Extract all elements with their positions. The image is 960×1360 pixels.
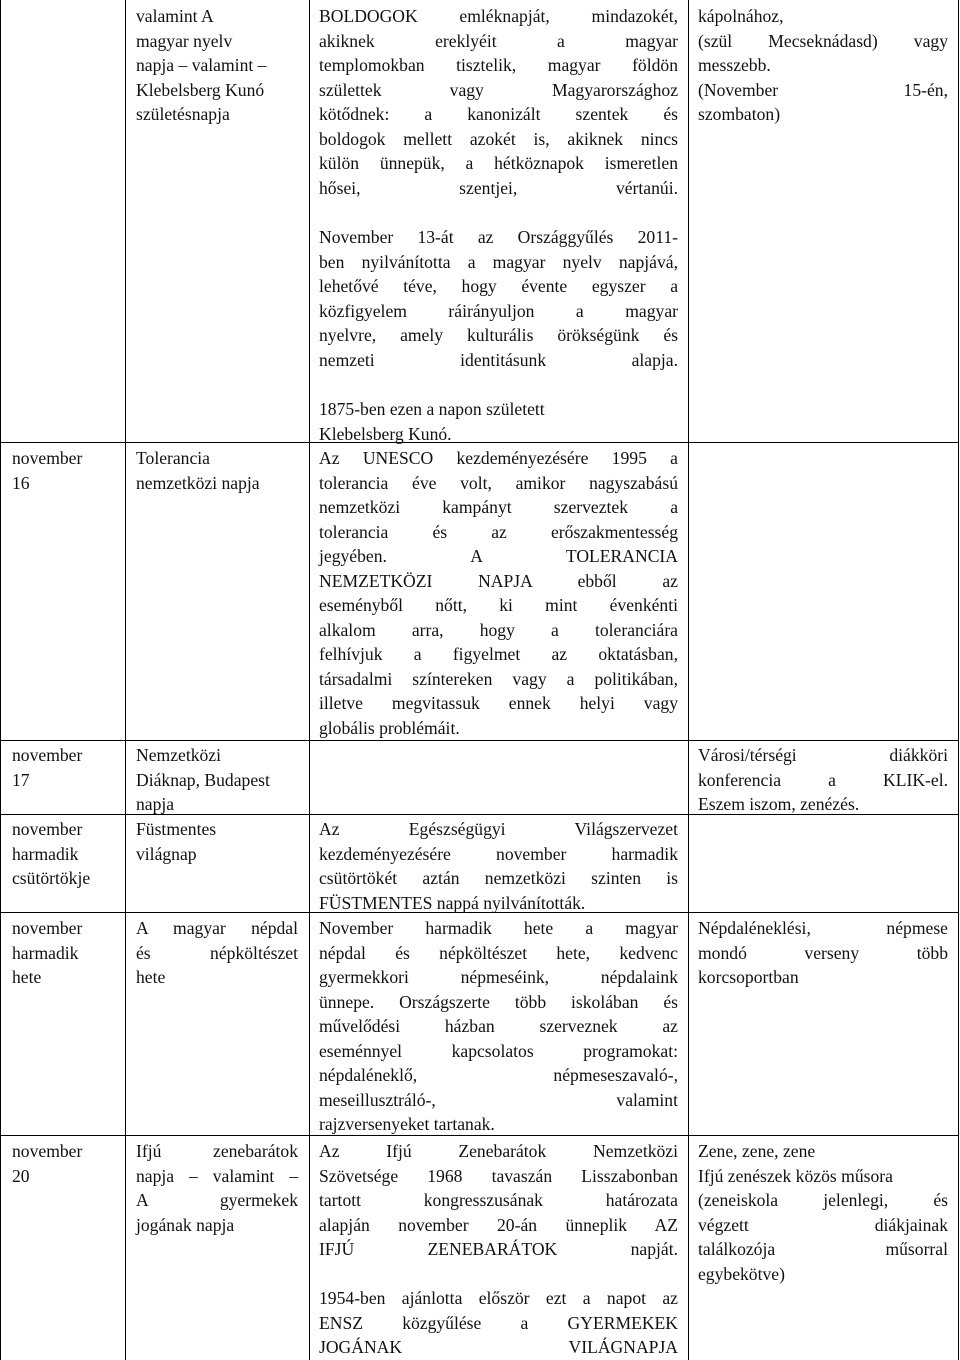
event-line: Klebelsberg Kunó <box>136 79 265 100</box>
description-line: Klebelsberg Kunó. <box>319 423 452 444</box>
table-border-left <box>0 0 1 1360</box>
event-line: valamint A <box>136 6 214 26</box>
event-line: magyar nyelv <box>136 30 233 51</box>
description-line: Az UNESCO kezdeményezésére 1995 a <box>319 448 678 468</box>
date-line: hete <box>12 967 42 987</box>
program-line: szombaton) <box>698 104 781 124</box>
description-line: Szövetsége 1968 tavaszán Lisszabonban <box>319 1165 678 1186</box>
description-line: Az Ifjú Zenebarátok Nemzetközi <box>319 1141 678 1161</box>
program-cell-diakkonferencia <box>698 743 948 817</box>
description-line: lehetővé téve, hogy évente egyszer a <box>319 276 678 296</box>
program-line: konferencia a KLIK-el. <box>698 769 948 790</box>
event-cell-ifju-zenebaratok <box>136 1139 298 1237</box>
date-cell-harmadik-csutortok <box>12 817 124 891</box>
program-line: kápolnához, <box>698 6 784 26</box>
description-line: népdal és népköltészet hete, kedvenc <box>319 942 678 963</box>
event-line: jogának napja <box>136 1214 235 1235</box>
event-line: Diáknap, Budapest <box>136 769 270 790</box>
program-line: Népdaléneklési, népmese <box>698 918 948 938</box>
description-line: November 13-át az Országgyűlés 2011- <box>319 227 678 247</box>
description-magyar-nyelv-napja <box>319 225 678 372</box>
event-line: A gyermekek <box>136 1190 298 1210</box>
date-line: 20 <box>12 1165 30 1186</box>
date-line: november <box>12 918 83 938</box>
description-line: tartott kongresszusának határozata <box>319 1190 678 1210</box>
description-line: NEMZETKÖZI NAPJA ebből az <box>319 570 678 591</box>
date-line: november <box>12 819 83 839</box>
event-cell-nyelv-napja <box>136 4 298 127</box>
event-line: napja – valamint – <box>136 1165 298 1186</box>
event-line: és népköltészet <box>136 942 298 963</box>
event-line: Tolerancia <box>136 448 210 468</box>
description-fustmentes <box>319 817 678 915</box>
description-line: alapján november 20-án ünneplik AZ <box>319 1214 678 1235</box>
table-border-right <box>958 0 959 1360</box>
column-divider-1 <box>125 0 126 1360</box>
description-line: kötődnek: a kanonizált szentek és <box>319 104 678 124</box>
description-line: kezdeményezésére november harmadik <box>319 843 678 864</box>
description-line: meseillusztráló-, valamint <box>319 1089 678 1110</box>
description-line: FÜSTMENTES nappá nyilvánították. <box>319 892 586 913</box>
event-line: A magyar népdal <box>136 918 298 938</box>
description-line: eseményből nőtt, ki mint évenkénti <box>319 595 678 615</box>
description-line: JOGÁNAK VILÁGNAPJA <box>319 1337 678 1357</box>
event-cell-nepdal <box>136 916 298 990</box>
event-cell-diaknap <box>136 743 306 817</box>
description-line: tolerancia és az erőszakmentesség <box>319 521 678 542</box>
description-line: November harmadik hete a magyar <box>319 918 678 938</box>
program-cell-kapolna <box>698 4 948 127</box>
description-line: társadalmi színtereken vagy a politikában, <box>319 668 678 689</box>
program-line: egybekötve) <box>698 1263 785 1284</box>
description-line: ben nyilvánította a magyar nyelv napjává, <box>319 251 678 272</box>
program-line: messzebb. <box>698 55 771 75</box>
date-cell-november-17 <box>12 743 120 792</box>
description-line: csütörtökét aztán nemzetközi szinten is <box>319 868 678 888</box>
date-line: csütörtökje <box>12 868 91 888</box>
description-line: nemzeti identitásunk alapja. <box>319 349 678 370</box>
date-line: november <box>12 745 83 765</box>
description-line: Az Egészségügyi Világszervezet <box>319 819 678 839</box>
event-cell-fustmentes <box>136 817 306 866</box>
description-line: eseménnyel kapcsolatos programokat: <box>319 1040 678 1061</box>
date-line: 17 <box>12 769 30 790</box>
event-line: napja <box>136 794 175 814</box>
date-line: november <box>12 1141 83 1161</box>
description-line: ünnepe. Országszerte több iskolában és <box>319 991 678 1012</box>
date-cell-november-20 <box>12 1139 120 1188</box>
event-line: nemzetközi napja <box>136 472 260 493</box>
program-line: Városi/térségi diákköri <box>698 745 948 765</box>
description-line: jegyében. A TOLERANCIA <box>319 546 678 566</box>
event-line: napja – valamint – <box>136 55 267 75</box>
description-klebelsberg <box>319 397 678 446</box>
description-line: külön ünnepük, a hétköznapok ismeretlen <box>319 153 678 173</box>
description-line: templomokban tisztelik, magyar földön <box>319 55 678 75</box>
program-line: korcsoportban <box>698 967 799 987</box>
date-line: harmadik <box>12 843 79 864</box>
description-line: rajzversenyeket tartanak. <box>319 1114 495 1134</box>
description-line: nemzetközi kampányt szerveztek a <box>319 497 678 517</box>
program-cell-zene <box>698 1139 948 1286</box>
description-gyermekek-joga <box>319 1286 678 1360</box>
column-divider-3 <box>688 0 689 1360</box>
description-line: hősei, szentjei, vértanúi. <box>319 177 678 198</box>
event-line: világnap <box>136 843 197 864</box>
program-line: találkozója műsorral <box>698 1239 948 1259</box>
program-line: (zeneiskola jelenlegi, és <box>698 1190 948 1210</box>
description-line: nyelvre, amely kulturális örökségünk és <box>319 325 678 345</box>
event-line: Nemzetközi <box>136 745 221 765</box>
description-line: születtek vagy Magyarországhoz <box>319 79 678 100</box>
description-line: 1875-ben ezen a napon született <box>319 399 545 419</box>
description-line: felhívjuk a figyelmet az oktatásban, <box>319 644 678 664</box>
program-line: (szül Mecseknádasd) vagy <box>698 30 948 51</box>
description-tolerancia <box>319 446 678 740</box>
description-line: művelődési házban szerveznek az <box>319 1016 678 1036</box>
date-line: harmadik <box>12 942 79 963</box>
event-cell-tolerancia <box>136 446 306 495</box>
description-line: BOLDOGOK emléknapját, mindazokét, <box>319 6 678 26</box>
event-line: születésnapja <box>136 104 230 124</box>
program-line: Zene, zene, zene <box>698 1141 816 1161</box>
date-line: november <box>12 448 83 468</box>
program-line: végzett diákjainak <box>698 1214 948 1235</box>
description-nepdal <box>319 916 678 1137</box>
column-divider-2 <box>309 0 310 1360</box>
description-ifju-zenebaratok <box>319 1139 678 1262</box>
program-line: Ifjú zenészek közös műsora <box>698 1165 893 1186</box>
program-line: Eszem iszom, zenézés. <box>698 794 860 814</box>
description-line: boldogok mellett azokét is, akiknek nincs <box>319 128 678 149</box>
description-line: globális problémáit. <box>319 717 460 738</box>
description-line: illetve megvitassuk ennek helyi vagy <box>319 693 678 713</box>
description-line: alkalom arra, hogy a toleranciára <box>319 619 678 640</box>
description-line: 1954-ben ajánlotta először ezt a napot az <box>319 1288 678 1308</box>
description-line: IFJÚ ZENEBARÁTOK napját. <box>319 1239 678 1259</box>
date-cell-harmadik-hete <box>12 916 120 990</box>
description-line: népdaléneklő, népmeseszavaló-, <box>319 1065 678 1085</box>
row-divider-2 <box>0 740 959 741</box>
description-line: ENSZ közgyűlése a GYERMEKEK <box>319 1312 678 1333</box>
program-cell-nepdal-verseny <box>698 916 948 990</box>
program-line: mondó verseny több <box>698 942 948 963</box>
event-line: Füstmentes <box>136 819 217 839</box>
description-line: közfigyelem ráirányuljon a magyar <box>319 300 678 321</box>
description-line: gyermekkori népmeséink, népdalaink <box>319 967 678 987</box>
description-line: akiknek ereklyéit a magyar <box>319 30 678 51</box>
date-line: 16 <box>12 472 30 493</box>
program-line: (November 15-én, <box>698 79 948 100</box>
description-boldogok <box>319 4 678 200</box>
event-line: Ifjú zenebarátok <box>136 1141 298 1161</box>
description-line: tolerancia éve volt, amikor nagyszabású <box>319 472 678 493</box>
date-cell-november-16 <box>12 446 120 495</box>
event-line: hete <box>136 967 166 987</box>
